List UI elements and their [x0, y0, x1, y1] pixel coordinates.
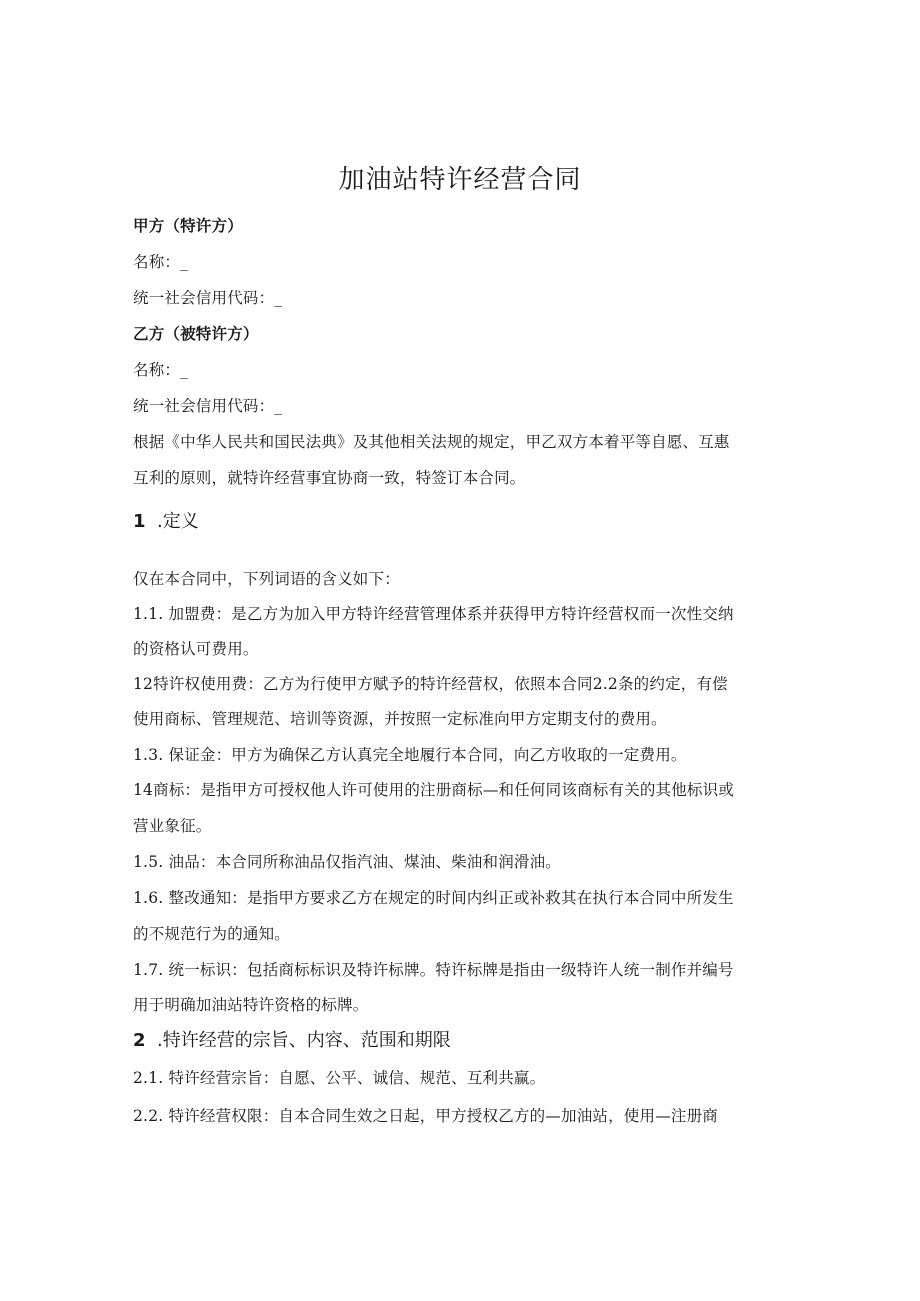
party-b-name: 名称：_: [133, 361, 189, 379]
section-number: 2: [133, 1030, 146, 1051]
clause-line: 1.7. 统一标识：包括商标标识及特许标牌。特许标牌是指由一级特许人统一制作并编号: [133, 961, 734, 979]
clause-line: 用于明确加油站特许资格的标牌。: [133, 996, 369, 1014]
preamble-line: 根据《中华人民共和国民法典》及其他相关法规的规定，甲乙双方本着平等自愿、互惠: [133, 433, 730, 451]
clause-line: 14商标：是指甲方可授权他人许可使用的注册商标—和任何同该商标有关的其他标识或: [133, 781, 735, 799]
clause-line: 1.3. 保证金：甲方为确保乙方认真完全地履行本合同，向乙方收取的一定费用。: [133, 746, 687, 764]
party-a-name: 名称：_: [133, 253, 189, 271]
party-b-credit-code: 统一社会信用代码：_: [133, 397, 283, 415]
party-a-heading: 甲方（特许方）: [133, 217, 243, 235]
section-number: 1: [133, 511, 146, 532]
clause-line: 1.5. 油品：本合同所称油品仅指汽油、煤油、柴油和润滑油。: [133, 853, 562, 871]
party-b-heading: 乙方（被特许方）: [133, 325, 259, 343]
clause-line: 使用商标、管理规范、培训等资源，并按照一定标准向甲方定期支付的费用。: [133, 710, 667, 728]
clause-line: 营业象征。: [133, 817, 212, 835]
clause-line: 1.1. 加盟费：是乙方为加入甲方特许经营管理体系并获得甲方特许经营权而一次性交纳: [133, 605, 734, 623]
clause-line: 12特许权使用费：乙方为行使甲方赋予的特许经营权，依照本合同2.2条的约定，有偿: [133, 675, 728, 693]
preamble-line: 互利的原则，就特许经营事宜协商一致，特签订本合同。: [133, 469, 526, 487]
clause-line: 的资格认可费用。: [133, 640, 259, 658]
party-a-credit-code: 统一社会信用代码：_: [133, 289, 283, 307]
section-heading-definitions: [133, 508, 793, 536]
clause-line: 的不规范行为的通知。: [133, 925, 291, 943]
clause-line: 仅在本合同中，下列词语的含义如下：: [133, 570, 400, 588]
section-heading-scope: [133, 1027, 793, 1055]
clause-line: 2.2. 特许经营权限：自本合同生效之日起，甲方授权乙方的—加油站，使用—注册商: [133, 1107, 719, 1125]
document-title: 加油站特许经营合同: [338, 165, 582, 195]
clause-line: 2.1. 特许经营宗旨：自愿、公平、诚信、规范、互利共赢。: [133, 1069, 546, 1087]
section-title: .特许经营的宗旨、内容、范围和期限: [157, 1030, 451, 1051]
clause-line: 1.6. 整改通知：是指甲方要求乙方在规定的时间内纠正或补救其在执行本合同中所发生: [133, 889, 734, 907]
section-title: .定义: [157, 511, 199, 532]
